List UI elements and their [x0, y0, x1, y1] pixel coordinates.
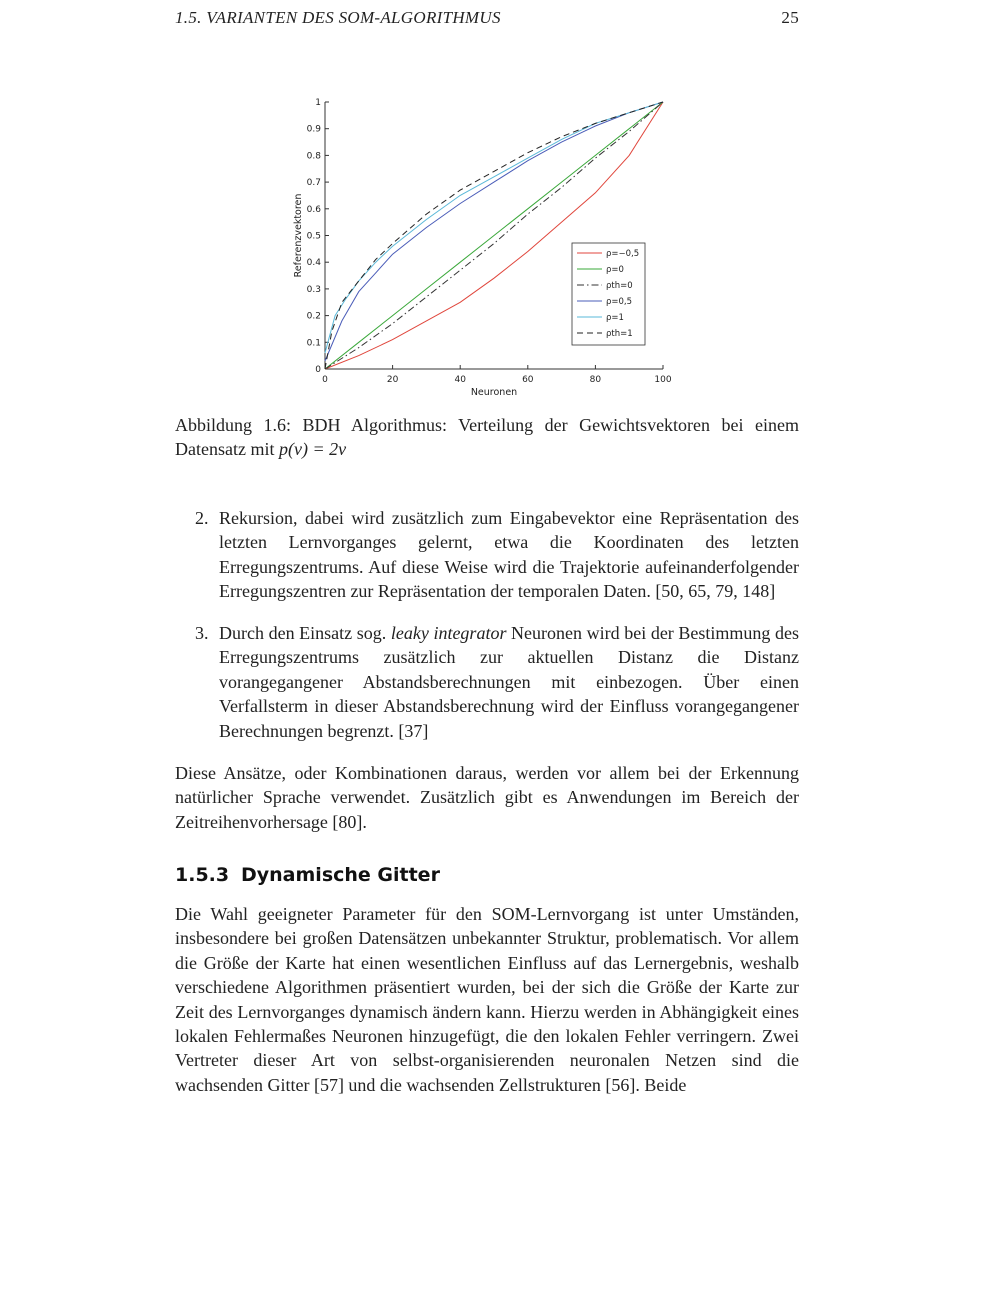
y-tick-label: 0.3	[306, 284, 321, 295]
body-paragraph: Die Wahl geeigneter Parameter für den SOM-Lernvorgang ist unter Umständen, insbesondere bei großen Datensätzen unbekannter Struktur, problematisch. Vor allem die Größe der Karte hat einen wesentlichen Einfluss auf das Lernergebnis, weshalb verschiedene Algorithmen präsentiert wurden, bei der sich die Größe der Karte zur Zeit des Lernvorganges dynamisch ändern kann. Hierzu werden in Abhängigkeit eines lokalen Fehlermaßes Neuronen hinzugefügt, die den lokalen Fehler verringern. Zwei Vertreter dieser Art von selbst-organisierenden neuronalen Netzen sind die wachsenden Gitter [57] und die wachsenden Zellstrukturen [56]. Beide	[175, 904, 799, 1095]
y-tick-label: 0.4	[306, 258, 321, 269]
caption-math: p(ν) = 2ν	[278, 439, 347, 459]
y-tick-label: 0.5	[306, 231, 321, 242]
list-item-number: 3.	[195, 623, 209, 643]
list-item-number: 2.	[195, 508, 209, 528]
caption-label: Abbildung 1.6:	[175, 415, 291, 435]
list-item	[175, 621, 799, 743]
section-title: Dynamische Gitter	[241, 864, 440, 886]
x-tick-label: 100	[654, 375, 672, 385]
body-paragraph: Diese Ansätze, oder Kombinationen daraus, werden vor allem bei der Erkennung natürlicher Sprache verwendet. Zusätzlich gibt es Anwendungen im Bereich der Zeitreihenvorhersage [80].	[175, 763, 799, 832]
x-tick-label: 80	[589, 375, 602, 385]
figure-chart	[280, 88, 700, 408]
y-axis-label: Referenzvektoren	[293, 193, 304, 278]
y-tick-label: 0.8	[306, 151, 321, 162]
x-axis-label: Neuronen	[470, 387, 518, 398]
section-number: 1.5.3	[175, 864, 230, 886]
caption-text: BDH Algorithmus: Verteilung der Gewichtsvektoren bei einem Datensatz mit	[175, 415, 799, 459]
y-tick-label: 0.2	[306, 311, 321, 322]
running-header	[175, 8, 799, 32]
legend-label: ρth=0	[606, 281, 633, 291]
list-item-text-start: Durch den Einsatz sog.	[219, 623, 391, 643]
list-item-emphasis: leaky integrator	[390, 623, 507, 643]
section-heading	[175, 864, 440, 886]
legend-label: ρ=0,5	[606, 297, 633, 307]
x-tick-label: 0	[322, 375, 328, 385]
list-item	[175, 506, 799, 604]
list-item-text	[219, 621, 799, 743]
figure-caption	[175, 413, 799, 461]
list-item-text-end: Neuronen wird bei der Bestimmung des Erregungszentrums zusätzlich zur aktuellen Distanz die Distanz vorangegangener Abstandsberechnungen mit einbezogen. Über einen Verfallsterm in dieser Abstandsberechnung wird der Einfluss vorangegangener Berechnungen begrenzt. [37]	[219, 623, 799, 741]
page-number: 25	[781, 8, 799, 27]
legend-label: ρth=1	[606, 329, 633, 339]
line-chart	[280, 88, 700, 408]
x-tick-label: 60	[522, 375, 534, 385]
y-tick-label: 0	[315, 365, 321, 375]
y-tick-label: 1	[315, 98, 321, 108]
legend-label: ρ=0	[606, 265, 624, 275]
y-tick-label: 0.6	[306, 204, 321, 215]
list-item-text: Rekursion, dabei wird zusätzlich zum Eingabevektor eine Repräsentation des letzten Lernvorganges gelernt, etwa die Koordinaten des letzten Erregungszentrums. Auf diese Weise wird die Trajektorie aufeinanderfolgender Erregungszentren zur Repräsentation der temporalen Daten. [50, 65, 79, 148]	[219, 508, 799, 602]
running-header-title: 1.5. VARIANTEN DES SOM-ALGORITHMUS	[175, 8, 501, 27]
legend-label: ρ=−0,5	[606, 249, 640, 259]
y-tick-label: 0.9	[306, 124, 321, 135]
y-tick-label: 0.1	[306, 338, 321, 349]
legend-label: ρ=1	[606, 313, 624, 323]
x-tick-label: 20	[386, 375, 399, 385]
x-tick-label: 40	[454, 375, 466, 385]
y-tick-label: 0.7	[306, 178, 321, 189]
